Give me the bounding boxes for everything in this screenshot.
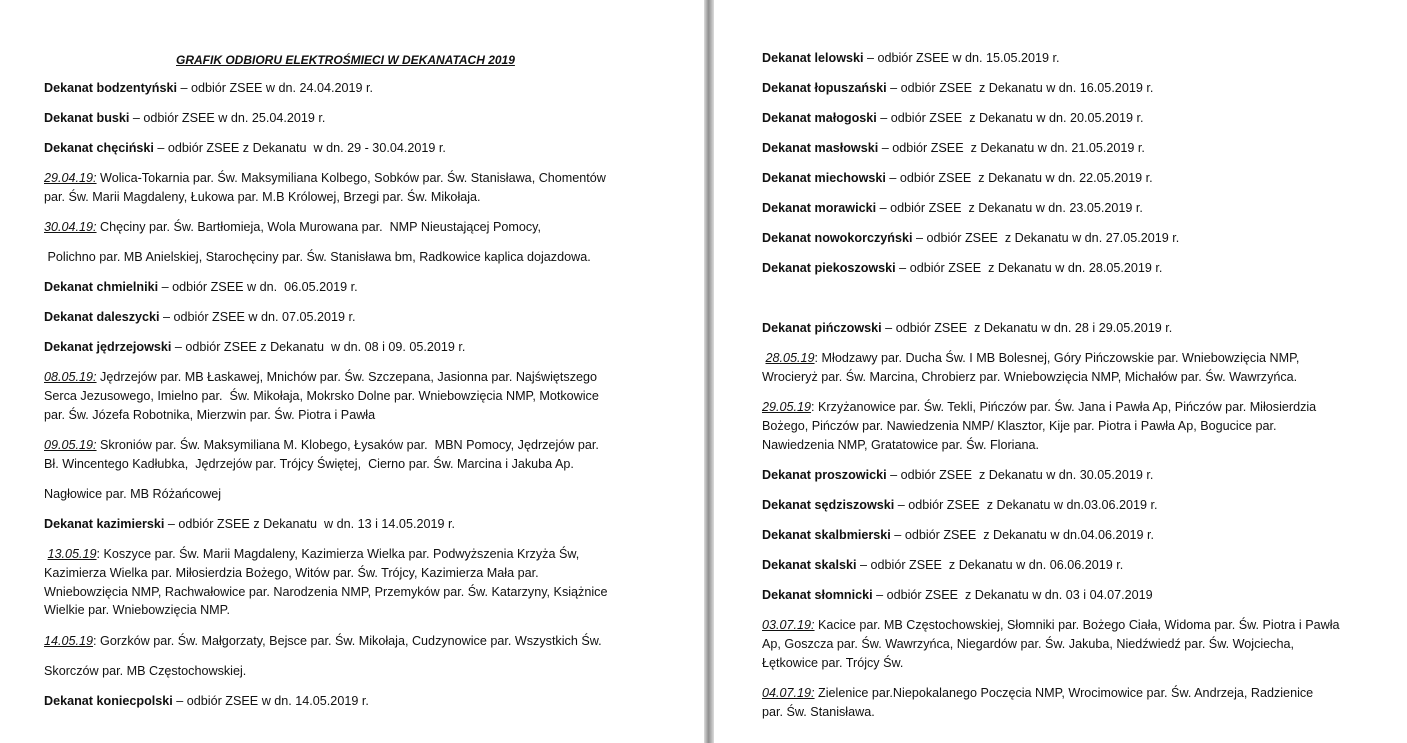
dekanat-daleszycki-entry	[44, 308, 356, 327]
dekanat-name: Dekanat koniecpolski	[44, 694, 173, 708]
schedule-line: Nagłowice par. MB Różańcowej	[44, 487, 222, 501]
schedule-line: Zielenice par.Niepokalanego Poczęcia NMP, Wrocimowice par. Św. Andrzeja, Radzienice	[814, 686, 1314, 700]
pickup-info: – odbiór ZSEE z Dekanatu w dn. 03 i 04.07.2019	[872, 588, 1153, 602]
dekanat-name: Dekanat daleszycki	[44, 310, 160, 324]
pickup-info: – odbiór ZSEE z Dekanatu w dn. 28.05.2019 r.	[895, 261, 1163, 275]
dekanat-name: Dekanat bodzentyński	[44, 81, 177, 95]
schedule-line: Kacice par. MB Częstochowskiej, Słomniki par. Bożego Ciała, Widoma par. Św. Piotra i Pawła	[814, 618, 1340, 632]
schedule-30-04-paragraph	[44, 218, 541, 237]
dekanat-nowokorczynski-entry	[762, 229, 1179, 248]
schedule-04-07-paragraph	[762, 684, 1313, 722]
schedule-date: 29.04.19:	[44, 171, 97, 185]
dekanat-name: Dekanat proszowicki	[762, 468, 887, 482]
schedule-line: : Gorzków par. Św. Małgorzaty, Bejsce par. Św. Mikołaja, Cudzynowice par. Wszystkich Św.	[93, 634, 602, 648]
dekanat-name: Dekanat chęciński	[44, 141, 154, 155]
dekanat-name: Dekanat skalski	[762, 558, 857, 572]
document-page-right	[714, 0, 1407, 743]
schedule-line: par. Św. Marii Magdaleny, Łukowa par. M.B Królowej, Brzegi par. Św. Mikołaja.	[44, 189, 481, 204]
dekanat-name: Dekanat nowokorczyński	[762, 231, 913, 245]
schedule-29-04-paragraph	[44, 169, 606, 207]
dekanat-sedziszowski-entry	[762, 496, 1158, 515]
document-title: GRAFIK ODBIORU ELEKTROŚMIECI W DEKANATACH 2019	[176, 53, 515, 67]
schedule-line: Chęciny par. Św. Bartłomieja, Wola Murowana par. NMP Nieustającej Pomocy,	[96, 220, 542, 234]
pickup-info: – odbiór ZSEE z Dekanatu w dn. 27.05.2019 r.	[912, 231, 1180, 245]
schedule-line: : Młodzawy par. Ducha Św. I MB Bolesnej, Góry Pińczowskie par. Wniebowzięcia NMP,	[814, 351, 1300, 365]
dekanat-slomnicki-entry	[762, 586, 1153, 605]
dekanat-morawicki-entry	[762, 199, 1143, 218]
dekanat-chmielniki-entry	[44, 278, 358, 297]
dekanat-name: Dekanat buski	[44, 111, 130, 125]
schedule-09-05-paragraph	[44, 436, 599, 474]
schedule-29-05-paragraph	[762, 398, 1316, 454]
pickup-info: – odbiór ZSEE z Dekanatu w dn.04.06.2019 r.	[890, 528, 1155, 542]
dekanat-name: Dekanat morawicki	[762, 201, 877, 215]
schedule-line: : Krzyżanowice par. Św. Tekli, Pińczów par. Św. Jana i Pawła Ap, Pińczów par. Miłosierdzia	[811, 400, 1317, 414]
schedule-line: Skorczów par. MB Częstochowskiej.	[44, 664, 247, 678]
pickup-info: – odbiór ZSEE z Dekanatu w dn. 08 i 09. 05.2019 r.	[171, 340, 466, 354]
dekanat-skalski-entry	[762, 556, 1123, 575]
schedule-03-07-paragraph	[762, 616, 1340, 672]
schedule-13-05-paragraph	[44, 545, 607, 620]
pickup-info: – odbiór ZSEE z Dekanatu w dn.03.06.2019 r.	[894, 498, 1158, 512]
pickup-info: – odbiór ZSEE z Dekanatu w dn. 23.05.2019 r.	[876, 201, 1143, 215]
schedule-14-05-paragraph	[44, 632, 602, 651]
schedule-line: Wrocieryż par. Św. Marcina, Chrobierz par. Wniebowzięcia NMP, Michałów par. Św. Wawrzyńca.	[762, 369, 1298, 384]
schedule-date: 30.04.19:	[44, 220, 97, 234]
pickup-info: – odbiór ZSEE z Dekanatu w dn. 13 i 14.05.2019 r.	[164, 517, 455, 531]
dekanat-name: Dekanat piekoszowski	[762, 261, 896, 275]
schedule-28-05-paragraph	[762, 349, 1299, 387]
pickup-info: – odbiór ZSEE z Dekanatu w dn. 29 - 30.04.2019 r.	[153, 141, 446, 155]
dekanat-name: Dekanat słomnicki	[762, 588, 873, 602]
dekanat-piekoszowski-entry	[762, 259, 1162, 278]
dekanat-koniecpolski-entry	[44, 692, 369, 711]
dekanat-name: Dekanat pińczowski	[762, 321, 882, 335]
dekanat-name: Dekanat małogoski	[762, 111, 877, 125]
schedule-line: Łętkowice par. Trójcy Św.	[762, 655, 904, 670]
schedule-line: Nawiedzenia NMP, Gratatowice par. Św. Floriana.	[762, 437, 1039, 452]
schedule-date: 03.07.19:	[762, 618, 815, 632]
dekanat-name: Dekanat chmielniki	[44, 280, 159, 294]
pickup-info: – odbiór ZSEE z Dekanatu w dn. 06.06.2019 r.	[856, 558, 1124, 572]
schedule-line: Serca Jezusowego, Imielno par. Św. Mikołaja, Mokrsko Dolne par. Wniebowzięcia NMP, Motkowice	[44, 388, 599, 403]
page-divider	[704, 0, 714, 743]
dekanat-name: Dekanat łopuszański	[762, 81, 887, 95]
schedule-date: 14.05.19	[44, 634, 94, 648]
schedule-line: Bożego, Pińczów par. Nawiedzenia NMP/ Klasztor, Kije par. Piotra i Pawła Ap, Bogucice par.	[762, 418, 1277, 433]
dekanat-lopuszanski-entry	[762, 79, 1153, 98]
pickup-info: – odbiór ZSEE w dn. 07.05.2019 r.	[159, 310, 356, 324]
pickup-info: – odbiór ZSEE w dn. 14.05.2019 r.	[172, 694, 369, 708]
pickup-info: – odbiór ZSEE w dn. 25.04.2019 r.	[129, 111, 326, 125]
dekanat-skalbmierski-entry	[762, 526, 1154, 545]
pickup-info: – odbiór ZSEE z Dekanatu w dn. 30.05.2019 r.	[886, 468, 1154, 482]
dekanat-jedrzejowski-entry	[44, 338, 465, 357]
schedule-date: 28.05.19	[765, 351, 815, 365]
dekanat-name: Dekanat sędziszowski	[762, 498, 895, 512]
schedule-line: Wolica-Tokarnia par. Św. Maksymiliana Kolbego, Sobków par. Św. Stanisława, Chomentów	[96, 171, 606, 185]
dekanat-pinczowski-entry	[762, 319, 1172, 338]
dekanat-name: Dekanat kazimierski	[44, 517, 165, 531]
dekanat-buski-entry	[44, 109, 325, 128]
dekanat-name: Dekanat masłowski	[762, 141, 879, 155]
schedule-date: 13.05.19	[47, 547, 97, 561]
dekanat-lelowski-entry	[762, 49, 1060, 68]
schedule-line: par. Św. Stanisława.	[762, 704, 875, 719]
dekanat-name: Dekanat miechowski	[762, 171, 886, 185]
schedule-line: par. Św. Józefa Robotnika, Mierzwin par. Św. Piotra i Pawła	[44, 407, 376, 422]
dekanat-bodzentynski-entry	[44, 79, 373, 98]
schedule-date: 29.05.19	[762, 400, 812, 414]
dekanat-name: Dekanat lelowski	[762, 51, 864, 65]
schedule-date: 08.05.19:	[44, 370, 97, 384]
pickup-info: – odbiór ZSEE z Dekanatu w dn. 22.05.2019 r.	[885, 171, 1153, 185]
pickup-info: – odbiór ZSEE z Dekanatu w dn. 28 i 29.05.2019 r.	[881, 321, 1173, 335]
dekanat-name: Dekanat jędrzejowski	[44, 340, 172, 354]
schedule-line: Polichno par. MB Anielskiej, Starochęciny par. Św. Stanisława bm, Radkowice kaplica dojazdowa.	[44, 250, 591, 264]
pickup-info: – odbiór ZSEE w dn. 06.05.2019 r.	[158, 280, 358, 294]
dekanat-miechowski-entry	[762, 169, 1153, 188]
pickup-info: – odbiór ZSEE w dn. 15.05.2019 r.	[863, 51, 1060, 65]
pickup-info: – odbiór ZSEE z Dekanatu w dn. 20.05.2019 r.	[876, 111, 1144, 125]
schedule-line: Bł. Wincentego Kadłubka, Jędrzejów par. Trójcy Świętej, Cierno par. Św. Marcina i Jakuba Ap.	[44, 456, 574, 471]
schedule-line: Skroniów par. Św. Maksymiliana M. Klobego, Łysaków par. MBN Pomocy, Jędrzejów par.	[96, 438, 599, 452]
schedule-line: Jędrzejów par. MB Łaskawej, Mnichów par. Św. Szczepana, Jasionna par. Najświętszego	[96, 370, 598, 384]
pickup-info: – odbiór ZSEE z Dekanatu w dn. 21.05.2019 r.	[878, 141, 1145, 155]
schedule-date: 09.05.19:	[44, 438, 97, 452]
dekanat-kazimierski-entry	[44, 515, 455, 534]
schedule-line: Wielkie par. Wniebowzięcia NMP.	[44, 603, 230, 618]
dekanat-proszowicki-entry	[762, 466, 1153, 485]
dekanat-maslowski-entry	[762, 139, 1145, 158]
schedule-line: Wniebowzięcia NMP, Rachwałowice par. Narodzenia NMP, Przemyków par. Św. Katarzyny, Książnice	[44, 584, 608, 599]
schedule-08-05-paragraph	[44, 368, 599, 424]
dekanat-name: Dekanat skalbmierski	[762, 528, 891, 542]
dekanat-checinski-entry	[44, 139, 446, 158]
schedule-date: 04.07.19:	[762, 686, 815, 700]
schedule-line: Ap, Goszcza par. Św. Wawrzyńca, Niegardów par. Św. Jakuba, Niedźwiedź par. Św. Wojciecha,	[762, 636, 1294, 651]
schedule-line: : Koszyce par. Św. Marii Magdaleny, Kazimierza Wielka par. Podwyższenia Krzyża Św,	[96, 547, 580, 561]
pickup-info: – odbiór ZSEE z Dekanatu w dn. 16.05.2019 r.	[886, 81, 1154, 95]
schedule-line: Kazimierza Wielka par. Miłosierdzia Bożego, Witów par. Św. Trójcy, Kazimierza Mała par.	[44, 565, 539, 580]
pickup-info: – odbiór ZSEE w dn. 24.04.2019 r.	[176, 81, 373, 95]
dekanat-malogoski-entry	[762, 109, 1144, 128]
